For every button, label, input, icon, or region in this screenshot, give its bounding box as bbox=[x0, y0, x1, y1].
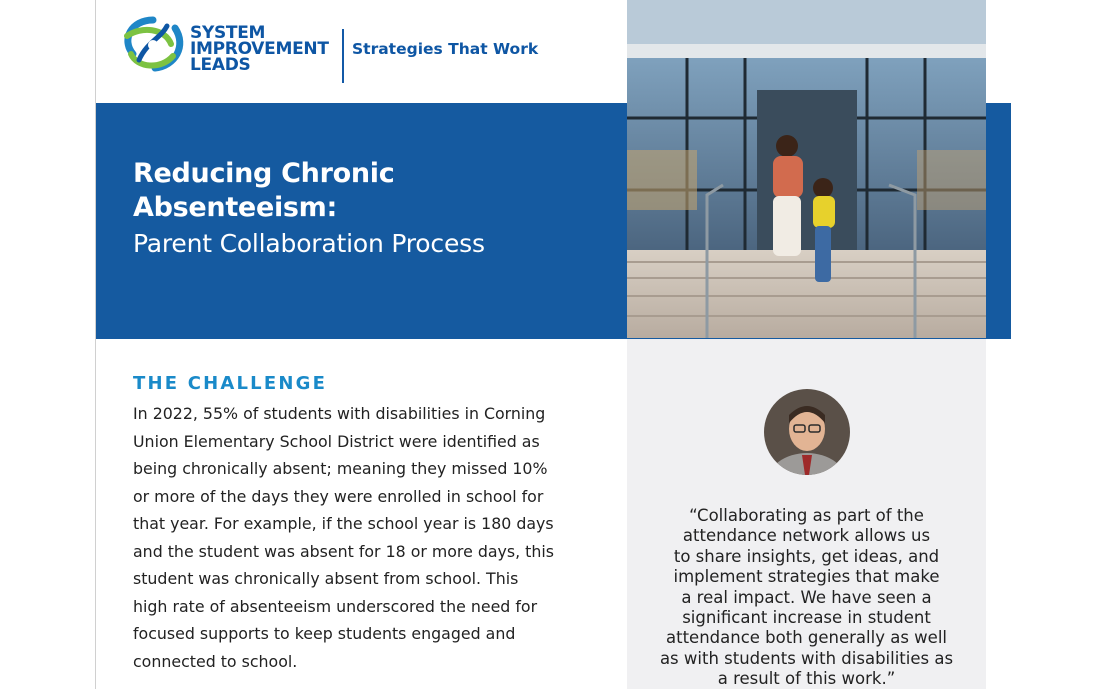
page-title bbox=[133, 157, 394, 225]
title-line-2: Absenteeism: bbox=[133, 192, 338, 223]
body-line: connected to school. bbox=[133, 651, 298, 671]
quote-line: a result of this work.” bbox=[717, 669, 896, 689]
body-line: high rate of absenteeism underscored the need for bbox=[133, 596, 538, 616]
school-entrance-photo bbox=[627, 0, 986, 338]
body-line: that year. For example, if the school year is 180 days bbox=[133, 514, 554, 533]
challenge-body bbox=[133, 400, 554, 675]
body-line: focused supports to keep students engaged and bbox=[133, 624, 516, 643]
testimonial-quote bbox=[643, 506, 970, 690]
logo-line-1: SYSTEM bbox=[190, 23, 266, 43]
quote-line: attendance both generally as well bbox=[666, 628, 947, 648]
title-line-1: Reducing Chronic bbox=[133, 158, 395, 189]
quote-line: “Collaborating as part of the bbox=[689, 506, 924, 525]
body-line: In 2022, 55% of students with disabilities in Corning bbox=[133, 404, 546, 423]
tagline: Strategies That Work bbox=[352, 40, 539, 58]
page-subtitle: Parent Collaboration Process bbox=[133, 229, 485, 258]
quote-line: a real impact. We have seen a bbox=[681, 587, 932, 607]
body-line: Union Elementary School District were identified as bbox=[133, 431, 540, 451]
body-line: or more of the days they were enrolled in school for bbox=[133, 486, 544, 506]
quote-line: significant increase in student bbox=[682, 608, 931, 628]
quote-line: attendance network allows us bbox=[682, 526, 931, 546]
quote-line: as with students with disabilities as bbox=[659, 648, 954, 668]
logo-line-3: LEADS bbox=[190, 55, 251, 75]
logo-line-2: IMPROVEMENT bbox=[190, 39, 329, 59]
body-line: being chronically absent; meaning they missed 10% bbox=[133, 459, 548, 478]
body-line: and the student was absent for 18 or more days, this bbox=[133, 541, 554, 561]
quote-line: implement strategies that make bbox=[673, 567, 940, 587]
logo-wordmark bbox=[190, 25, 329, 73]
sil-logo-icon bbox=[117, 14, 189, 76]
quote-line: to share insights, get ideas, and bbox=[673, 546, 940, 566]
speaker-avatar bbox=[764, 389, 850, 475]
body-line: student was chronically absent from school. This bbox=[133, 569, 519, 588]
logo-divider bbox=[342, 29, 344, 83]
challenge-heading: THE CHALLENGE bbox=[133, 373, 328, 394]
